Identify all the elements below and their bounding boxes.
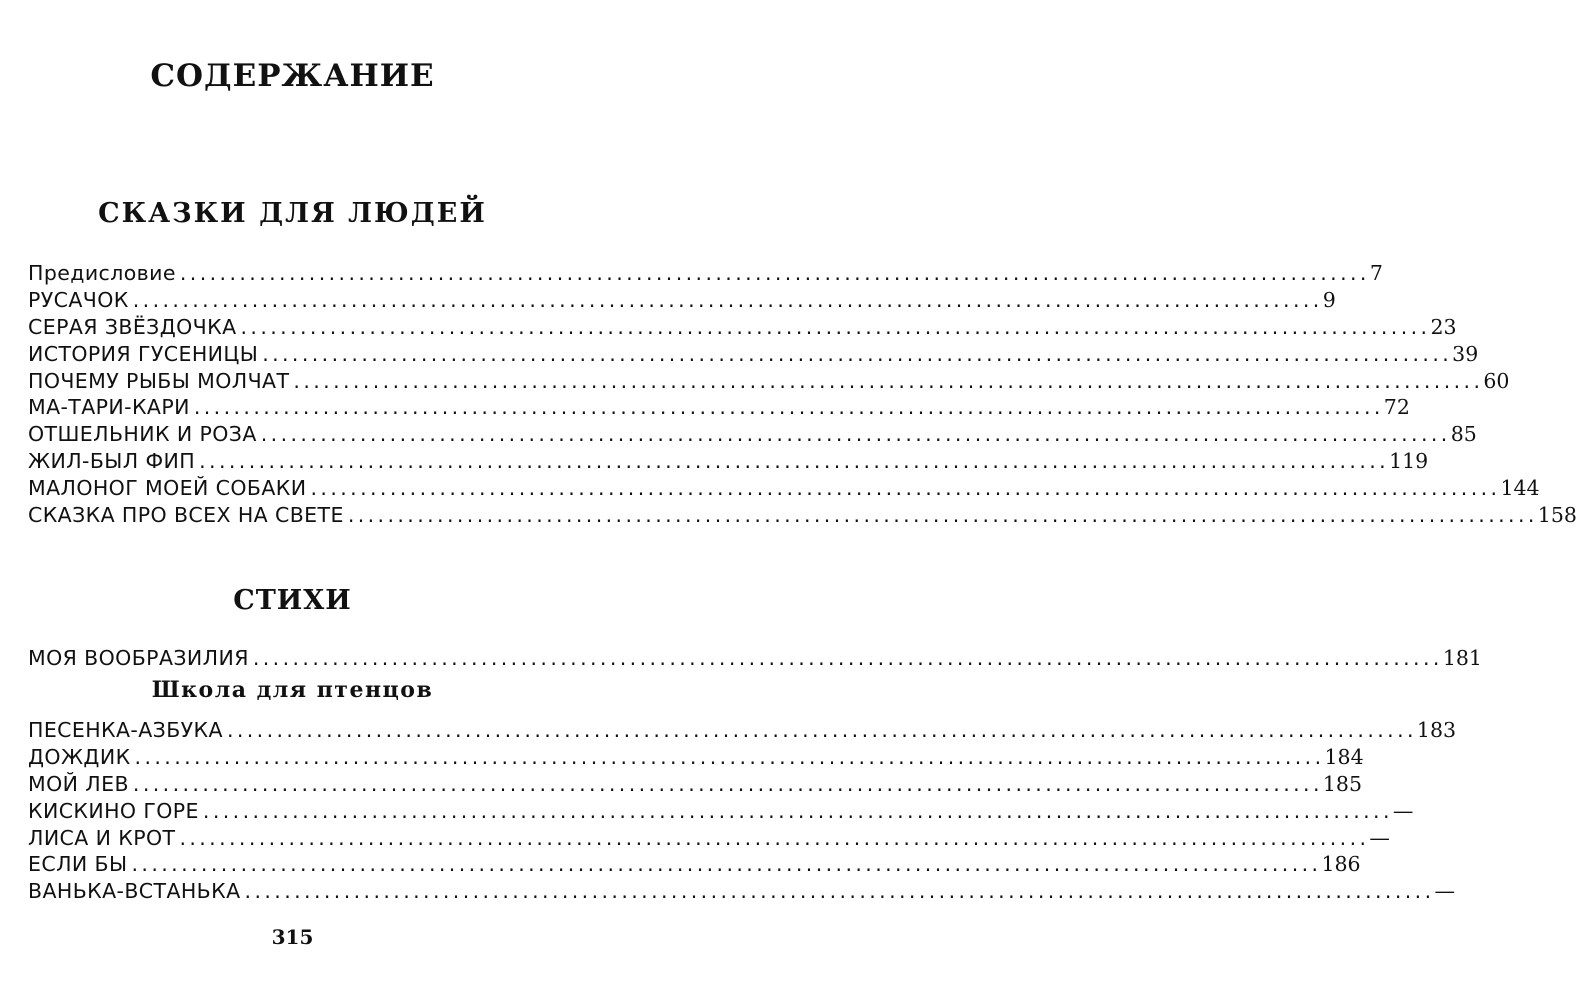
- toc-entry: [28, 771, 1363, 798]
- toc-entry: [28, 341, 1479, 368]
- toc-entry-page: —: [1392, 798, 1414, 823]
- toc-entry: [28, 260, 1383, 287]
- toc-list-tales: [28, 260, 1577, 529]
- toc-entry: [28, 368, 1510, 395]
- toc-entry-page: —: [1434, 879, 1455, 904]
- leader-dots: ........................................................................................................................: [244, 879, 1435, 904]
- toc-entry: [28, 502, 1577, 529]
- leader-dots: ........................................................................................................................: [179, 825, 1370, 850]
- toc-entry: [28, 798, 1414, 825]
- toc-entry-title: Предисловие: [28, 261, 176, 285]
- toc-entry-title: ДОЖДИК: [28, 744, 131, 769]
- toc-entry-title: ПЕСЕНКА-АЗБУКА: [28, 718, 223, 742]
- leader-dots: ........................................................................................................................: [134, 744, 1325, 769]
- leader-dots: ........................................................................................................................: [293, 368, 1484, 393]
- leader-dots: ........................................................................................................................: [132, 771, 1323, 796]
- toc-entry: [28, 878, 1455, 905]
- leader-dots: ........................................................................................................................: [131, 852, 1322, 877]
- leader-dots: ........................................................................................................................: [260, 422, 1451, 447]
- toc-entry-page: 181: [1442, 646, 1482, 670]
- toc-list-school: [28, 717, 1457, 905]
- leader-dots: ........................................................................................................................: [202, 798, 1393, 823]
- toc-list-poems: [28, 645, 1482, 672]
- toc-entry: [28, 744, 1364, 771]
- toc-entry-page: 85: [1450, 422, 1477, 447]
- leader-dots: ........................................................................................................................: [240, 314, 1431, 339]
- page-number: 315: [271, 925, 314, 949]
- toc-entry-title: СЕРАЯ ЗВЁЗДОЧКА: [28, 314, 237, 339]
- leader-dots: ........................................................................................................................: [199, 449, 1390, 474]
- toc-entry-page: 144: [1500, 476, 1540, 501]
- toc-entry-page: 23: [1430, 314, 1457, 339]
- leader-dots: ........................................................................................................................: [226, 718, 1417, 742]
- toc-entry-page: —: [1369, 825, 1390, 850]
- leader-dots: ........................................................................................................................: [310, 476, 1501, 501]
- toc-entry-title: ЖИЛ-БЫЛ ФИП: [28, 449, 196, 474]
- toc-entry-page: 60: [1483, 368, 1510, 393]
- toc-entry-title: МАЛОНОГ МОЕЙ СОБАКИ: [28, 476, 307, 501]
- toc-entry-title: КИСКИНО ГОРЕ: [28, 798, 199, 823]
- leader-dots: ........................................................................................................................: [132, 287, 1323, 312]
- toc-entry-title: ЛИСА И КРОТ: [28, 825, 176, 850]
- toc-entry-title: ИСТОРИЯ ГУСЕНИЦЫ: [28, 341, 259, 366]
- leader-dots: ........................................................................................................................: [347, 503, 1538, 528]
- toc-entry-page: 186: [1321, 852, 1361, 877]
- toc-entry: [28, 717, 1457, 744]
- toc-entry-title: СКАЗКА ПРО ВСЕХ НА СВЕТЕ: [28, 503, 344, 528]
- toc-entry: [28, 287, 1336, 314]
- toc-entry-title: МОЙ ЛЕВ: [28, 771, 129, 796]
- toc-entry: [28, 421, 1477, 448]
- toc-entry-page: 7: [1369, 261, 1383, 285]
- toc-entry-page: 39: [1452, 341, 1479, 366]
- toc-entry-page: 119: [1389, 449, 1429, 474]
- toc-entry-title: ВАНЬКА-ВСТАНЬКА: [28, 879, 241, 904]
- leader-dots: ........................................................................................................................: [262, 341, 1453, 366]
- toc-entry-page: 184: [1324, 744, 1364, 769]
- toc-entry: [28, 448, 1429, 475]
- subsection-title: Школа для птенцов: [151, 677, 434, 703]
- toc-entry-page: 9: [1322, 287, 1336, 312]
- toc-entry: [28, 851, 1361, 878]
- toc-entry: [28, 645, 1482, 672]
- toc-entry-title: ЕСЛИ БЫ: [28, 852, 128, 877]
- toc-entry-page: 158: [1537, 503, 1577, 528]
- toc-entry-page: 183: [1416, 718, 1457, 742]
- toc-entry-title: РУСАЧОК: [28, 287, 129, 312]
- page-title: СОДЕРЖАНИЕ: [150, 58, 435, 94]
- toc-entry-title: ПОЧЕМУ РЫБЫ МОЛЧАТ: [28, 368, 290, 393]
- toc-entry-page: 185: [1322, 771, 1363, 796]
- leader-dots: ........................................................................................................................: [252, 646, 1443, 670]
- leader-dots: ........................................................................................................................: [179, 261, 1370, 285]
- toc-entry-title: ОТШЕЛЬНИК И РОЗА: [28, 422, 257, 447]
- toc-entry: [28, 825, 1390, 852]
- toc-entry-title: МА-ТАРИ-КАРИ: [28, 395, 190, 420]
- section-title-poems: СТИХИ: [233, 585, 352, 616]
- leader-dots: ........................................................................................................................: [193, 395, 1384, 420]
- section-title-tales: СКАЗКИ ДЛЯ ЛЮДЕЙ: [98, 198, 487, 229]
- toc-entry: [28, 394, 1410, 421]
- toc-entry-page: 72: [1383, 395, 1410, 420]
- toc-entry: [28, 475, 1540, 502]
- toc-entry: [28, 314, 1457, 341]
- toc-entry-title: МОЯ ВООБРАЗИЛИЯ: [28, 646, 249, 670]
